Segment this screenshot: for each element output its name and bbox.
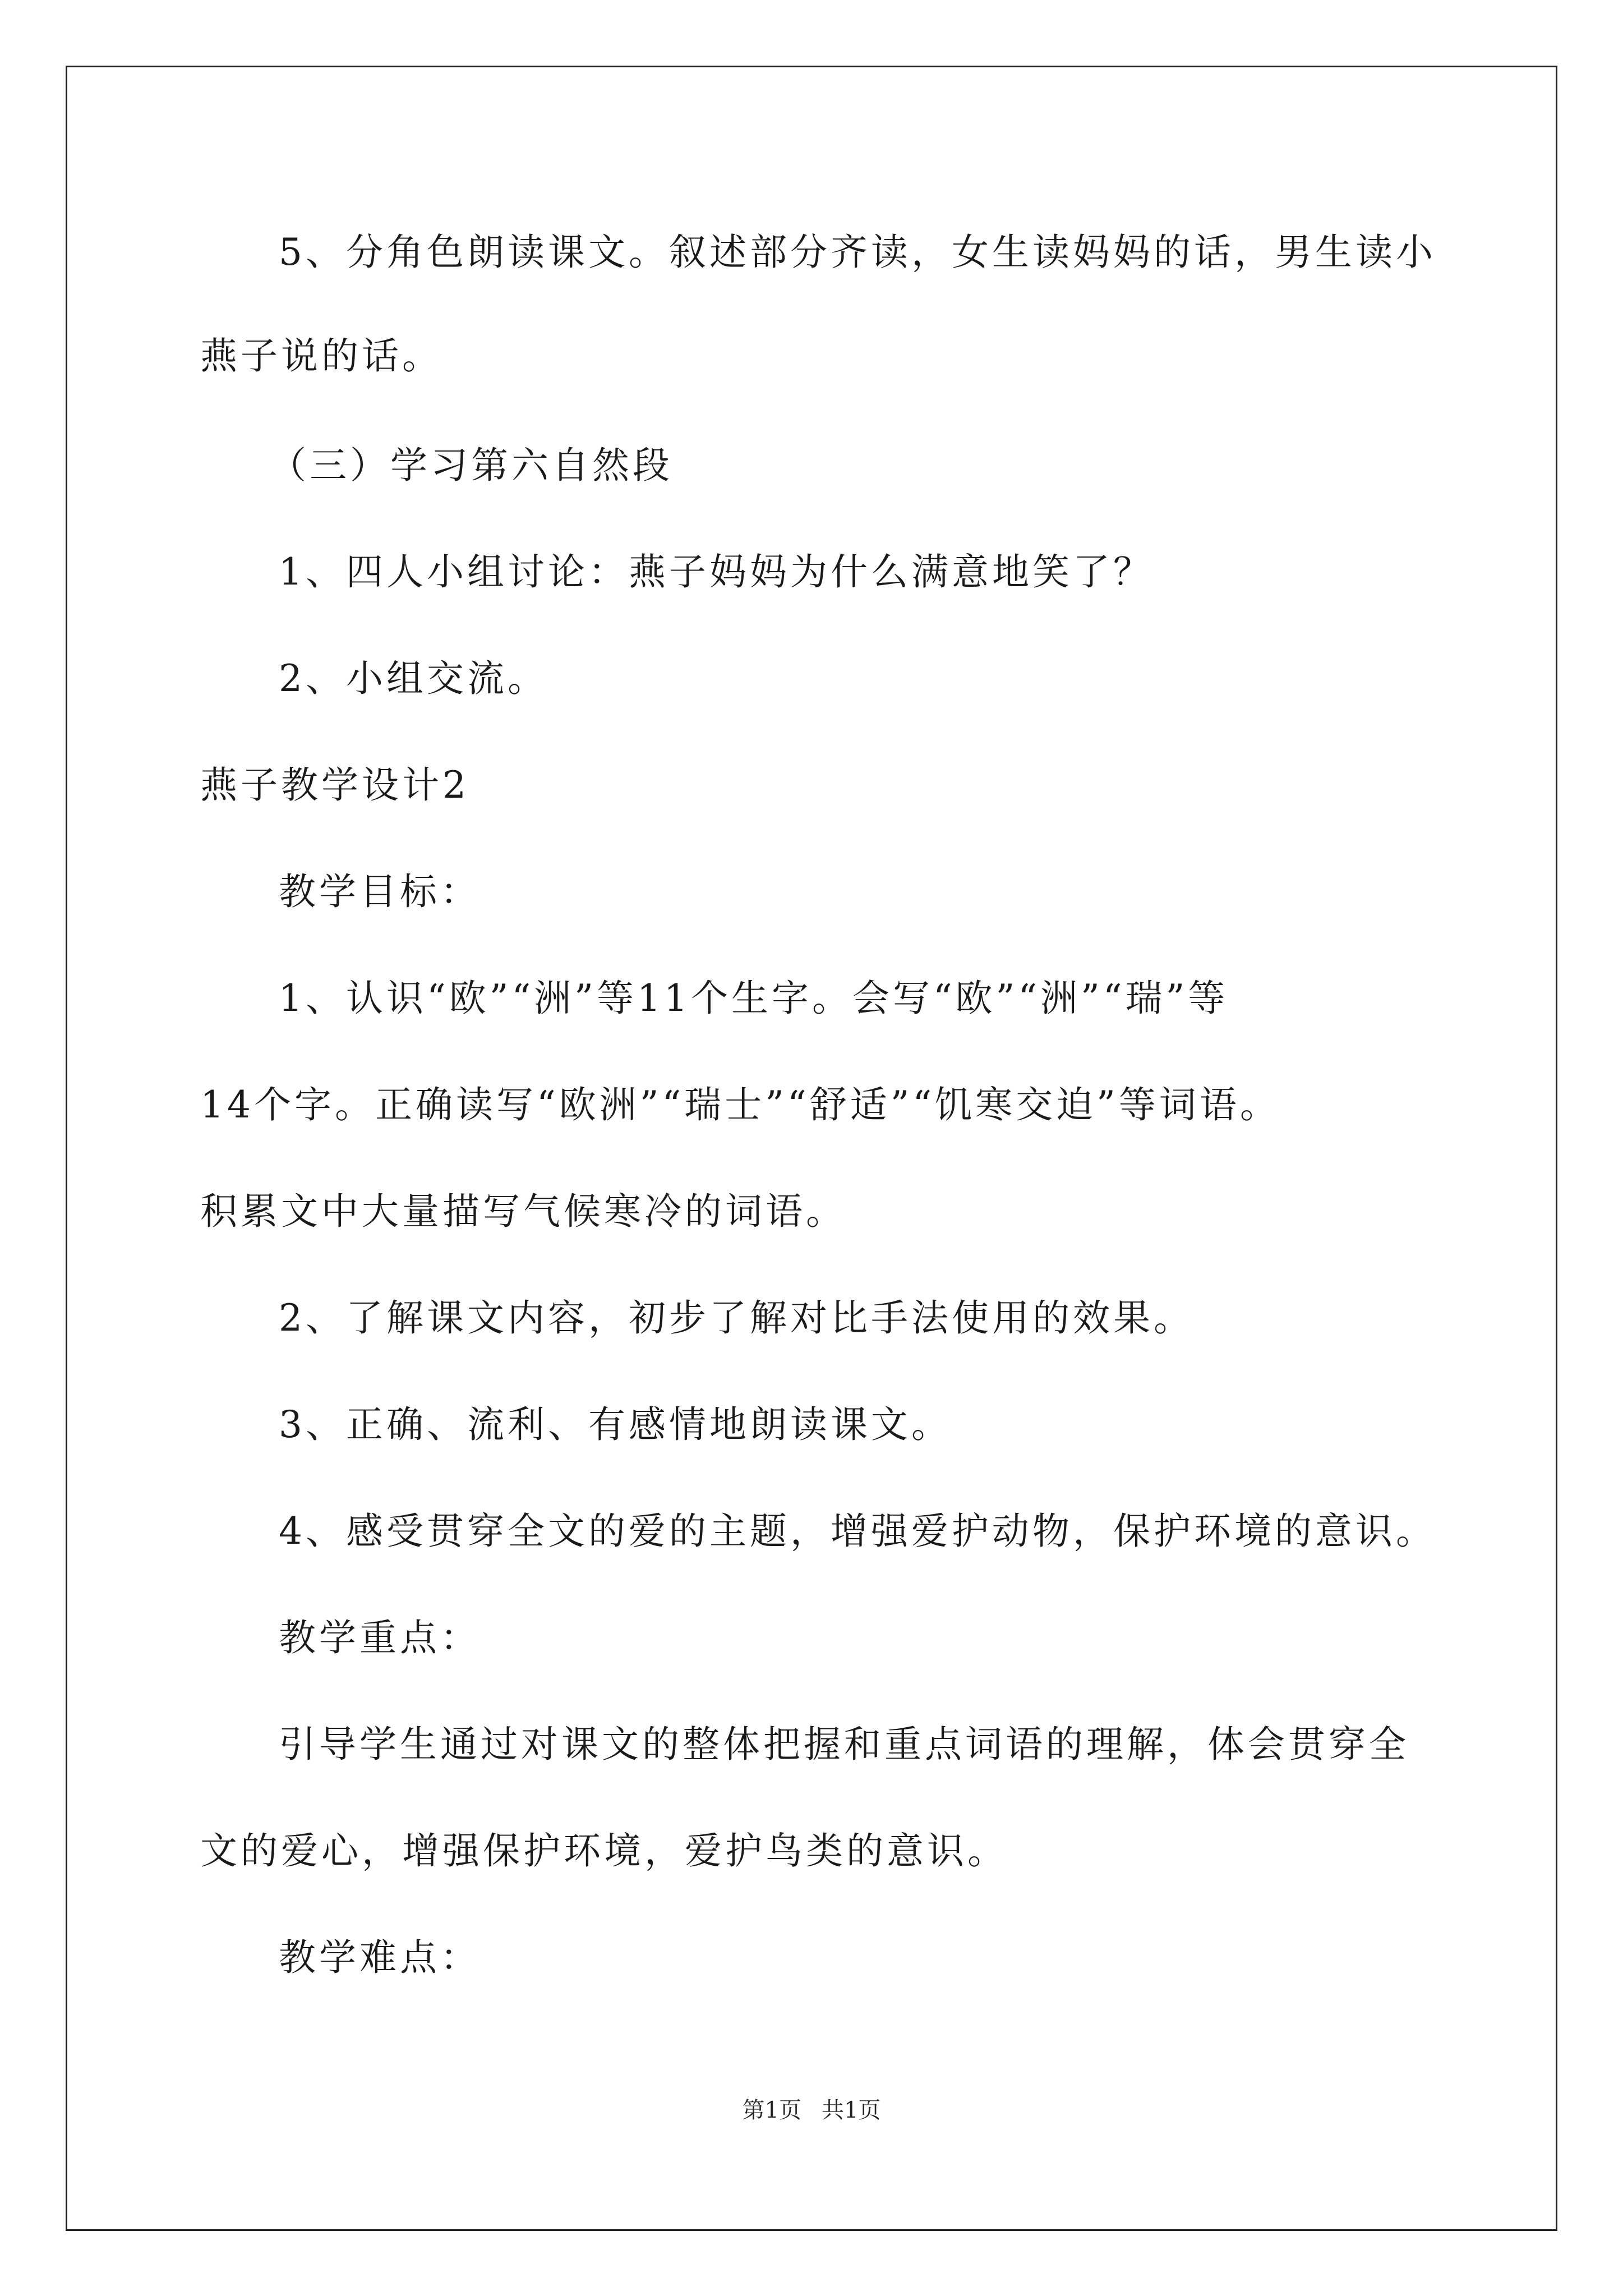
paragraph-line: 引导学生通过对课文的整体把握和重点词语的理解，体会贯穿全 bbox=[279, 1723, 1409, 1766]
page-total: 共1页 bbox=[822, 2097, 881, 2123]
subheading: 教学难点： bbox=[279, 1936, 481, 1979]
document-heading: 燕子教学设计2 bbox=[200, 763, 469, 807]
paragraph-line: 1、认识“欧”“洲”等11个生字。会写“欧”“洲”“瑞”等 bbox=[279, 977, 1229, 1020]
paragraph-line: 积累文中大量描写气候寒冷的词语。 bbox=[200, 1190, 846, 1233]
paragraph-line: 3、正确、流利、有感情地朗读课文。 bbox=[279, 1403, 952, 1446]
paragraph-line: 1、四人小组讨论：燕子妈妈为什么满意地笑了？ bbox=[279, 550, 1154, 593]
subheading: 教学重点： bbox=[279, 1616, 481, 1659]
section-heading: （三）学习第六自然段 bbox=[269, 444, 673, 487]
paragraph-line: 5、分角色朗读课文。叙述部分齐读，女生读妈妈的话，男生读小 bbox=[279, 231, 1436, 274]
paragraph-line: 14个字。正确读写“欧洲”“瑞士”“舒适”“饥寒交迫”等词语。 bbox=[200, 1083, 1280, 1126]
page-border bbox=[66, 66, 1557, 2231]
subheading: 教学目标： bbox=[279, 870, 481, 913]
paragraph-line: 文的爱心，增强保护环境，爱护鸟类的意识。 bbox=[200, 1829, 1008, 1872]
paragraph-line: 4、感受贯穿全文的爱的主题，增强爱护动物，保护环境的意识。 bbox=[279, 1510, 1436, 1553]
page-number: 第1页 bbox=[742, 2097, 801, 2123]
paragraph-line: 2、了解课文内容，初步了解对比手法使用的效果。 bbox=[279, 1296, 1194, 1340]
page-footer bbox=[0, 2093, 1623, 2127]
paragraph-line: 2、小组交流。 bbox=[279, 657, 548, 700]
paragraph-line: 燕子说的话。 bbox=[200, 334, 442, 378]
